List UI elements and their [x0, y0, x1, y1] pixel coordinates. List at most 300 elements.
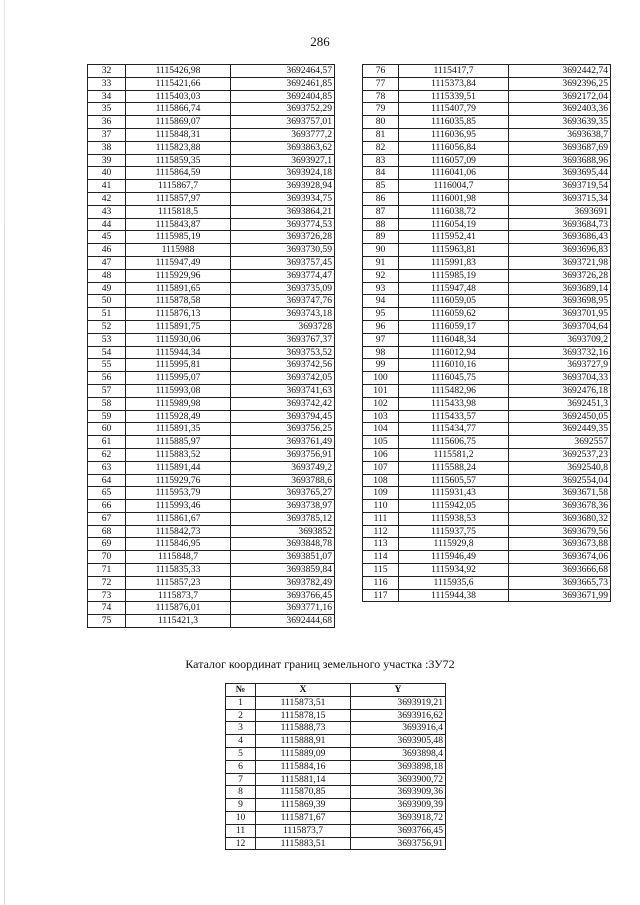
table-row: [88, 244, 335, 257]
x-coordinate-cell: 1115953,79: [126, 487, 231, 500]
table-row: [88, 423, 335, 436]
x-coordinate-cell: 1116057,09: [399, 154, 509, 167]
y-coordinate-cell: 3692396,25: [509, 77, 611, 90]
x-coordinate-cell: 1115605,57: [399, 474, 509, 487]
y-coordinate-cell: 3692464,57: [231, 65, 335, 78]
point-number-cell: 35: [88, 103, 126, 116]
point-number-cell: 45: [88, 231, 126, 244]
x-coordinate-cell: 1115995,81: [126, 359, 231, 372]
x-coordinate-cell: 1115929,96: [126, 269, 231, 282]
table-row: [363, 77, 611, 90]
table-row: [363, 180, 611, 193]
y-coordinate-cell: 3693785,12: [231, 512, 335, 525]
table-row: [88, 192, 335, 205]
table-row: [363, 538, 611, 551]
point-number-cell: 32: [88, 65, 126, 78]
point-number-cell: 78: [363, 90, 399, 103]
table-row: [88, 461, 335, 474]
table-row: [88, 141, 335, 154]
x-coordinate-cell: 1115873,51: [256, 696, 351, 709]
table-row: [363, 320, 611, 333]
y-coordinate-cell: 3693927,1: [231, 154, 335, 167]
table-row: [88, 589, 335, 602]
y-coordinate-cell: 3692404,85: [231, 90, 335, 103]
x-coordinate-cell: 1115433,57: [399, 410, 509, 423]
point-number-cell: 111: [363, 512, 399, 525]
table-row: [363, 410, 611, 423]
point-number-cell: 79: [363, 103, 399, 116]
point-number-cell: 11: [226, 824, 256, 837]
point-number-cell: 87: [363, 205, 399, 218]
x-coordinate-cell: 1115842,73: [126, 525, 231, 538]
point-number-cell: 46: [88, 244, 126, 257]
x-coordinate-cell: 1115421,66: [126, 77, 231, 90]
x-coordinate-cell: 1115846,95: [126, 538, 231, 551]
table-row: [88, 512, 335, 525]
catalog-caption: Каталог координат границ земельного участка :ЗУ72: [185, 657, 455, 671]
header-x: X: [256, 684, 351, 697]
table-row: [363, 487, 611, 500]
table-row: [363, 525, 611, 538]
point-number-cell: 70: [88, 551, 126, 564]
table-row: [88, 615, 335, 628]
point-number-cell: 43: [88, 205, 126, 218]
y-coordinate-cell: 3693738,97: [231, 500, 335, 513]
point-number-cell: 107: [363, 461, 399, 474]
x-coordinate-cell: 1115878,58: [126, 295, 231, 308]
x-coordinate-cell: 1115417,7: [399, 65, 509, 78]
table-row: [363, 423, 611, 436]
coordinates-table-zu72: [225, 683, 446, 850]
x-coordinate-cell: 1115934,92: [399, 564, 509, 577]
point-number-cell: 50: [88, 295, 126, 308]
table-row: [226, 799, 446, 812]
y-coordinate-cell: 3693756,25: [231, 423, 335, 436]
table-row: [363, 141, 611, 154]
coordinates-table-left: [87, 64, 335, 628]
table-row: [88, 116, 335, 129]
table-row: [363, 512, 611, 525]
point-number-cell: 66: [88, 500, 126, 513]
y-coordinate-cell: 3693680,32: [509, 512, 611, 525]
y-coordinate-cell: 3693782,49: [231, 576, 335, 589]
y-coordinate-cell: 3693698,95: [509, 295, 611, 308]
y-coordinate-cell: 3693916,62: [351, 709, 446, 722]
x-coordinate-cell: 1115988: [126, 244, 231, 257]
table-row: [88, 308, 335, 321]
header-number: №: [226, 684, 256, 697]
y-coordinate-cell: 3693924,18: [231, 167, 335, 180]
x-coordinate-cell: 1115929,8: [399, 538, 509, 551]
y-coordinate-cell: 3693852: [231, 525, 335, 538]
table-row: [88, 384, 335, 397]
table-row: [363, 564, 611, 577]
x-coordinate-cell: 1115889,09: [256, 747, 351, 760]
point-number-cell: 81: [363, 128, 399, 141]
x-coordinate-cell: 1116036,95: [399, 128, 509, 141]
point-number-cell: 105: [363, 436, 399, 449]
x-coordinate-cell: 1115993,46: [126, 500, 231, 513]
y-coordinate-cell: 3692476,18: [509, 384, 611, 397]
y-coordinate-cell: 3693900,72: [351, 773, 446, 786]
y-coordinate-cell: 3693671,58: [509, 487, 611, 500]
y-coordinate-cell: 3693859,84: [231, 564, 335, 577]
x-coordinate-cell: 1115991,83: [399, 256, 509, 269]
y-coordinate-cell: 3693726,28: [509, 269, 611, 282]
header-y: Y: [351, 684, 446, 697]
point-number-cell: 92: [363, 269, 399, 282]
table-row: [363, 436, 611, 449]
y-coordinate-cell: 3693898,4: [351, 747, 446, 760]
x-coordinate-cell: 1115947,49: [126, 256, 231, 269]
x-coordinate-cell: 1115588,24: [399, 461, 509, 474]
y-coordinate-cell: 3693719,54: [509, 180, 611, 193]
x-coordinate-cell: 1115407,79: [399, 103, 509, 116]
y-coordinate-cell: 3693730,59: [231, 244, 335, 257]
point-number-cell: 6: [226, 760, 256, 773]
y-coordinate-cell: 3693864,21: [231, 205, 335, 218]
table-row: [88, 525, 335, 538]
x-coordinate-cell: 1116010,16: [399, 359, 509, 372]
table-row: [226, 709, 446, 722]
table-row: [363, 500, 611, 513]
table-row: [226, 773, 446, 786]
table-row: [226, 696, 446, 709]
y-coordinate-cell: 3692450,05: [509, 410, 611, 423]
x-coordinate-cell: 1115938,53: [399, 512, 509, 525]
x-coordinate-cell: 1115581,2: [399, 448, 509, 461]
point-number-cell: 75: [88, 615, 126, 628]
point-number-cell: 95: [363, 308, 399, 321]
x-coordinate-cell: 1115426,98: [126, 65, 231, 78]
point-number-cell: 68: [88, 525, 126, 538]
x-coordinate-cell: 1116059,17: [399, 320, 509, 333]
table-row: [363, 461, 611, 474]
y-coordinate-cell: 3693851,07: [231, 551, 335, 564]
point-number-cell: 5: [226, 747, 256, 760]
point-number-cell: 101: [363, 384, 399, 397]
y-coordinate-cell: 3693756,91: [351, 837, 446, 850]
x-coordinate-cell: 1115339,51: [399, 90, 509, 103]
point-number-cell: 61: [88, 436, 126, 449]
y-coordinate-cell: 3692449,35: [509, 423, 611, 436]
table-row: [88, 295, 335, 308]
point-number-cell: 91: [363, 256, 399, 269]
point-number-cell: 40: [88, 167, 126, 180]
table-row: [363, 90, 611, 103]
y-coordinate-cell: 3693909,39: [351, 799, 446, 812]
table-row: [363, 295, 611, 308]
table-row: [88, 500, 335, 513]
point-number-cell: 74: [88, 602, 126, 615]
y-coordinate-cell: 3693756,91: [231, 448, 335, 461]
point-number-cell: 10: [226, 811, 256, 824]
table-row: [363, 65, 611, 78]
x-coordinate-cell: 1116059,62: [399, 308, 509, 321]
point-number-cell: 85: [363, 180, 399, 193]
x-coordinate-cell: 1115952,41: [399, 231, 509, 244]
x-coordinate-cell: 1115848,31: [126, 128, 231, 141]
table-row: [88, 333, 335, 346]
point-number-cell: 2: [226, 709, 256, 722]
y-coordinate-cell: 3693666,68: [509, 564, 611, 577]
point-number-cell: 37: [88, 128, 126, 141]
y-coordinate-cell: 3693691: [509, 205, 611, 218]
table-row: [88, 320, 335, 333]
y-coordinate-cell: 3692554,04: [509, 474, 611, 487]
x-coordinate-cell: 1115944,38: [399, 589, 509, 602]
x-coordinate-cell: 1115881,14: [256, 773, 351, 786]
x-coordinate-cell: 1115883,52: [126, 448, 231, 461]
table-row: [363, 384, 611, 397]
y-coordinate-cell: 3693665,73: [509, 576, 611, 589]
y-coordinate-cell: 3692540,8: [509, 461, 611, 474]
point-number-cell: 103: [363, 410, 399, 423]
table-row: [88, 231, 335, 244]
table-row: [88, 576, 335, 589]
table-row: [363, 231, 611, 244]
y-coordinate-cell: 3693765,27: [231, 487, 335, 500]
point-number-cell: 82: [363, 141, 399, 154]
x-coordinate-cell: 1115891,35: [126, 423, 231, 436]
y-coordinate-cell: 3693742,05: [231, 372, 335, 385]
x-coordinate-cell: 1115947,48: [399, 282, 509, 295]
coordinates-table-right: [362, 64, 611, 602]
y-coordinate-cell: 3693732,16: [509, 346, 611, 359]
point-number-cell: 54: [88, 346, 126, 359]
table-row: [88, 410, 335, 423]
x-coordinate-cell: 1115869,07: [126, 116, 231, 129]
x-coordinate-cell: 1115888,91: [256, 735, 351, 748]
y-coordinate-cell: 3693679,56: [509, 525, 611, 538]
x-coordinate-cell: 1115869,39: [256, 799, 351, 812]
table-row: [88, 77, 335, 90]
table-row: [363, 397, 611, 410]
y-coordinate-cell: 3693747,76: [231, 295, 335, 308]
point-number-cell: 58: [88, 397, 126, 410]
table-row: [88, 538, 335, 551]
point-number-cell: 69: [88, 538, 126, 551]
y-coordinate-cell: 3693788,6: [231, 474, 335, 487]
x-coordinate-cell: 1115482,96: [399, 384, 509, 397]
y-coordinate-cell: 3693671,99: [509, 589, 611, 602]
y-coordinate-cell: 3693771,16: [231, 602, 335, 615]
x-coordinate-cell: 1115818,5: [126, 205, 231, 218]
point-number-cell: 90: [363, 244, 399, 257]
table-row: [363, 308, 611, 321]
point-number-cell: 9: [226, 799, 256, 812]
table-row: [226, 786, 446, 799]
table-row: [88, 551, 335, 564]
x-coordinate-cell: 1115857,97: [126, 192, 231, 205]
x-coordinate-cell: 1115848,7: [126, 551, 231, 564]
table-row: [363, 154, 611, 167]
point-number-cell: 51: [88, 308, 126, 321]
table-row: [363, 192, 611, 205]
table-row: [363, 448, 611, 461]
point-number-cell: 80: [363, 116, 399, 129]
y-coordinate-cell: 3693848,78: [231, 538, 335, 551]
y-coordinate-cell: 3692537,23: [509, 448, 611, 461]
y-coordinate-cell: 3693916,4: [351, 722, 446, 735]
table-row: [363, 205, 611, 218]
point-number-cell: 84: [363, 167, 399, 180]
table-row: [363, 474, 611, 487]
table-row: [363, 333, 611, 346]
point-number-cell: 98: [363, 346, 399, 359]
point-number-cell: 83: [363, 154, 399, 167]
x-coordinate-cell: 1115995,07: [126, 372, 231, 385]
x-coordinate-cell: 1115935,6: [399, 576, 509, 589]
x-coordinate-cell: 1115873,7: [126, 589, 231, 602]
y-coordinate-cell: 3693742,56: [231, 359, 335, 372]
y-coordinate-cell: 3693686,43: [509, 231, 611, 244]
x-coordinate-cell: 1115883,51: [256, 837, 351, 850]
x-coordinate-cell: 1116004,7: [399, 180, 509, 193]
table-row: [88, 346, 335, 359]
x-coordinate-cell: 1115937,75: [399, 525, 509, 538]
table-header-row: [226, 684, 446, 697]
point-number-cell: 110: [363, 500, 399, 513]
x-coordinate-cell: 1115373,84: [399, 77, 509, 90]
x-coordinate-cell: 1115871,67: [256, 811, 351, 824]
y-coordinate-cell: 3693727,9: [509, 359, 611, 372]
table-row: [226, 735, 446, 748]
table-row: [88, 128, 335, 141]
x-coordinate-cell: 1116001,98: [399, 192, 509, 205]
table-row: [88, 90, 335, 103]
y-coordinate-cell: 3693863,62: [231, 141, 335, 154]
table-row: [88, 487, 335, 500]
y-coordinate-cell: 3692403,36: [509, 103, 611, 116]
y-coordinate-cell: 3693777,2: [231, 128, 335, 141]
table-row: [88, 65, 335, 78]
y-coordinate-cell: 3693704,33: [509, 372, 611, 385]
y-coordinate-cell: 3692557: [509, 436, 611, 449]
table-row: [88, 180, 335, 193]
y-coordinate-cell: 3692172,04: [509, 90, 611, 103]
y-coordinate-cell: 3693749,2: [231, 461, 335, 474]
y-coordinate-cell: 3693638,7: [509, 128, 611, 141]
y-coordinate-cell: 3693761,49: [231, 436, 335, 449]
x-coordinate-cell: 1115888,73: [256, 722, 351, 735]
x-coordinate-cell: 1115876,01: [126, 602, 231, 615]
table-row: [226, 722, 446, 735]
x-coordinate-cell: 1116012,94: [399, 346, 509, 359]
table-row: [363, 589, 611, 602]
y-coordinate-cell: 3693928,94: [231, 180, 335, 193]
table-row: [363, 346, 611, 359]
x-coordinate-cell: 1115930,06: [126, 333, 231, 346]
point-number-cell: 86: [363, 192, 399, 205]
point-number-cell: 59: [88, 410, 126, 423]
y-coordinate-cell: 3693704,64: [509, 320, 611, 333]
point-number-cell: 93: [363, 282, 399, 295]
table-row: [363, 269, 611, 282]
x-coordinate-cell: 1115835,33: [126, 564, 231, 577]
x-coordinate-cell: 1115870,85: [256, 786, 351, 799]
x-coordinate-cell: 1115857,23: [126, 576, 231, 589]
y-coordinate-cell: 3693715,34: [509, 192, 611, 205]
x-coordinate-cell: 1116041,06: [399, 167, 509, 180]
x-coordinate-cell: 1115944,34: [126, 346, 231, 359]
table-row: [363, 282, 611, 295]
point-number-cell: 64: [88, 474, 126, 487]
point-number-cell: 62: [88, 448, 126, 461]
x-coordinate-cell: 1115403,03: [126, 90, 231, 103]
point-number-cell: 67: [88, 512, 126, 525]
point-number-cell: 96: [363, 320, 399, 333]
point-number-cell: 76: [363, 65, 399, 78]
x-coordinate-cell: 1115859,35: [126, 154, 231, 167]
x-coordinate-cell: 1115942,05: [399, 500, 509, 513]
table-row: [88, 103, 335, 116]
point-number-cell: 49: [88, 282, 126, 295]
table-row: [226, 837, 446, 850]
table-row: [363, 576, 611, 589]
point-number-cell: 77: [363, 77, 399, 90]
table-row: [88, 218, 335, 231]
y-coordinate-cell: 3693774,53: [231, 218, 335, 231]
y-coordinate-cell: 3693774,47: [231, 269, 335, 282]
point-number-cell: 33: [88, 77, 126, 90]
coordinates-table-right-body: [363, 65, 611, 602]
y-coordinate-cell: 3693919,21: [351, 696, 446, 709]
y-coordinate-cell: 3693726,28: [231, 231, 335, 244]
table-row: [88, 205, 335, 218]
coordinates-table-left-body: [88, 65, 335, 628]
table-row: [88, 397, 335, 410]
point-number-cell: 47: [88, 256, 126, 269]
x-coordinate-cell: 1115823,88: [126, 141, 231, 154]
point-number-cell: 63: [88, 461, 126, 474]
x-coordinate-cell: 1116054,19: [399, 218, 509, 231]
y-coordinate-cell: 3692451,3: [509, 397, 611, 410]
table-row: [363, 103, 611, 116]
y-coordinate-cell: 3693684,73: [509, 218, 611, 231]
point-number-cell: 112: [363, 525, 399, 538]
y-coordinate-cell: 3692461,85: [231, 77, 335, 90]
x-coordinate-cell: 1115867,7: [126, 180, 231, 193]
table-row: [226, 747, 446, 760]
point-number-cell: 100: [363, 372, 399, 385]
table-row: [226, 760, 446, 773]
y-coordinate-cell: 3693757,01: [231, 116, 335, 129]
point-number-cell: 109: [363, 487, 399, 500]
table-row: [88, 167, 335, 180]
x-coordinate-cell: 1115866,74: [126, 103, 231, 116]
table-row: [363, 244, 611, 257]
x-coordinate-cell: 1115963,81: [399, 244, 509, 257]
point-number-cell: 117: [363, 589, 399, 602]
y-coordinate-cell: 3693766,45: [231, 589, 335, 602]
x-coordinate-cell: 1115931,43: [399, 487, 509, 500]
table-row: [363, 218, 611, 231]
point-number-cell: 39: [88, 154, 126, 167]
x-coordinate-cell: 1116038,72: [399, 205, 509, 218]
coordinates-table-zu72-body: [226, 684, 446, 850]
x-coordinate-cell: 1116045,75: [399, 372, 509, 385]
y-coordinate-cell: 3693687,69: [509, 141, 611, 154]
page-number: 286: [310, 34, 330, 49]
point-number-cell: 56: [88, 372, 126, 385]
point-number-cell: 116: [363, 576, 399, 589]
point-number-cell: 106: [363, 448, 399, 461]
y-coordinate-cell: 3693673,88: [509, 538, 611, 551]
point-number-cell: 104: [363, 423, 399, 436]
y-coordinate-cell: 3692444,68: [231, 615, 335, 628]
scan-edge: [4, 0, 5, 905]
